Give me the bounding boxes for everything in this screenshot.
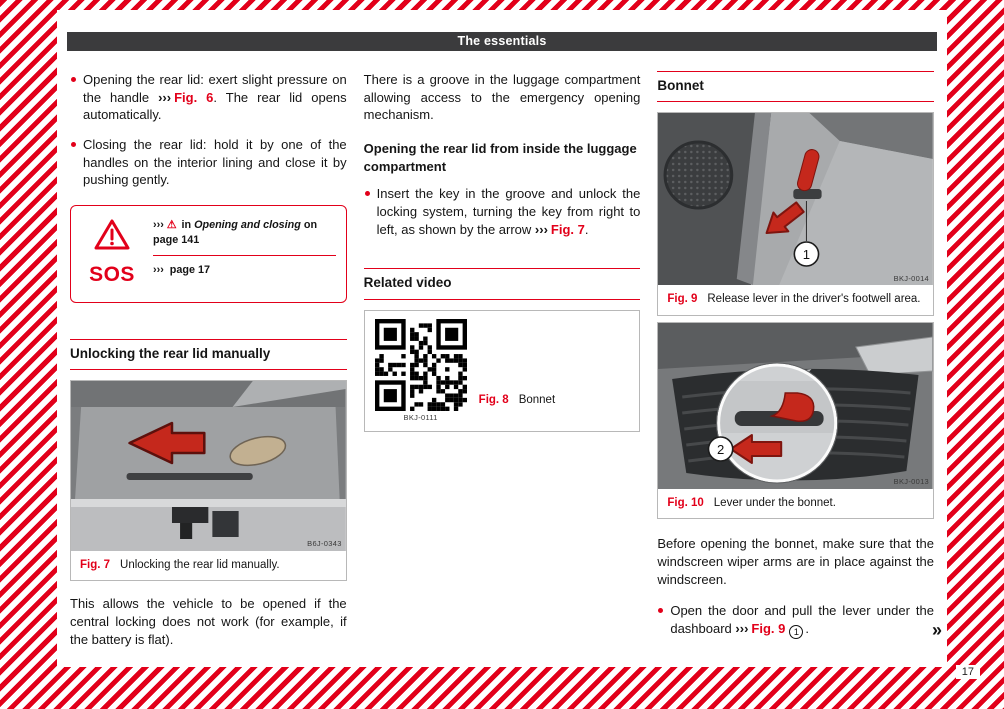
figure-reference: Fig. 9: [751, 621, 786, 637]
qr-code: [375, 319, 467, 411]
marker-number: 1: [803, 247, 811, 263]
marker-number: 2: [717, 441, 725, 457]
warning-icon-column: [81, 218, 143, 290]
figure-label: Fig. 8: [478, 394, 509, 407]
figure-9-image: [658, 113, 933, 285]
figure-code: BKJ-0111: [403, 412, 438, 422]
column-left: [70, 71, 347, 651]
paragraph: Before opening the bonnet, make sure that the windscreen wiper arms are in place against the windscreen.: [657, 536, 935, 587]
figure-caption: Fig. 8 Bonnet: [478, 394, 556, 407]
paragraph: There is a groove in the luggage compartment allowing access to the emergency opening mechanism.: [363, 72, 641, 123]
bullet-icon: [658, 608, 663, 613]
sub-heading: Opening the rear lid from inside the luggage compartment: [363, 141, 637, 174]
section-heading: Bonnet: [657, 71, 934, 102]
reference-chevrons: ›››: [153, 219, 164, 232]
paragraph: This allows the vehicle to be opened if the central locking does not work (for example, if the battery is flat).: [70, 596, 347, 647]
bullet-icon: [71, 77, 76, 82]
figure-label: Fig. 7: [80, 558, 111, 571]
warning-reference: ››› page 17: [153, 255, 336, 278]
bonnet-illustration: [658, 323, 933, 489]
bullet-text: Insert the key in the groove and unlock the locking system, turning the key from right to left, as shown by the arrow ››› Fig. 7.: [376, 186, 641, 237]
page-content: [57, 10, 947, 667]
figure-8: [364, 310, 641, 432]
door-speaker: [665, 142, 732, 208]
figure-7: [70, 380, 347, 582]
page-number: 17: [956, 665, 980, 679]
warning-text-column: [153, 218, 336, 278]
reference-chevrons: ›››: [735, 621, 749, 637]
reference-chevrons: ›››: [158, 89, 172, 105]
reference-chevrons: ›››: [534, 221, 548, 237]
figure-code: BKJ-0013: [893, 477, 930, 487]
sos-label: SOS: [89, 263, 135, 287]
figure-9: [657, 112, 934, 316]
bullet-text: Opening the rear lid: exert slight pressure on the handle ››› Fig. 6. The rear lid opens automatically.: [83, 72, 347, 123]
bullet-text: Closing the rear lid: hold it by one of the handles on the interior lining and close it by pushing gently.: [83, 137, 347, 188]
figure-7-image: [71, 381, 346, 551]
figure-reference: Fig. 6: [174, 89, 214, 105]
figure-10: [657, 322, 934, 520]
warning-box: [70, 205, 347, 303]
warning-triangle-inline-icon: ⚠: [166, 219, 177, 232]
qr-column: [373, 319, 469, 423]
bullet-icon: [365, 191, 370, 196]
circled-number-marker: 1: [789, 625, 803, 639]
list-item: [657, 602, 934, 639]
column-right: [657, 71, 934, 651]
continuation-mark: »: [931, 620, 942, 640]
figure-reference: Fig. 7: [550, 221, 585, 237]
list-item: [70, 71, 347, 124]
figure-10-image: [658, 323, 933, 489]
bullet-text: Open the door and pull the lever under the dashboard ››› Fig. 9 1 .: [670, 603, 935, 639]
figure-label: Fig. 9: [667, 293, 698, 306]
footwell-illustration: [658, 113, 933, 285]
list-item: [70, 136, 347, 189]
page-title: The essentials: [67, 32, 937, 51]
figure-label: Fig. 10: [667, 496, 704, 509]
figure-code: B6J-0343: [307, 539, 342, 549]
figure-caption: Fig. 7 Unlocking the rear lid manually.: [80, 558, 280, 571]
warning-reference: ››› ⚠ in Opening and closing on page 141: [153, 219, 318, 247]
bullet-icon: [71, 142, 76, 147]
column-middle: [364, 71, 641, 651]
reference-chevrons: ›››: [153, 264, 164, 277]
section-heading: Unlocking the rear lid manually: [70, 339, 347, 370]
warning-triangle-icon: [93, 218, 131, 251]
list-item: [364, 185, 641, 238]
columns: [57, 51, 947, 651]
section-heading: Related video: [364, 268, 641, 299]
figure-caption: Fig. 9 Release lever in the driver's footwell area.: [667, 293, 921, 306]
figure-code: BKJ-0014: [893, 273, 930, 283]
rear-lid-illustration: [71, 381, 346, 551]
figure-caption: Fig. 10 Lever under the bonnet.: [667, 496, 836, 509]
